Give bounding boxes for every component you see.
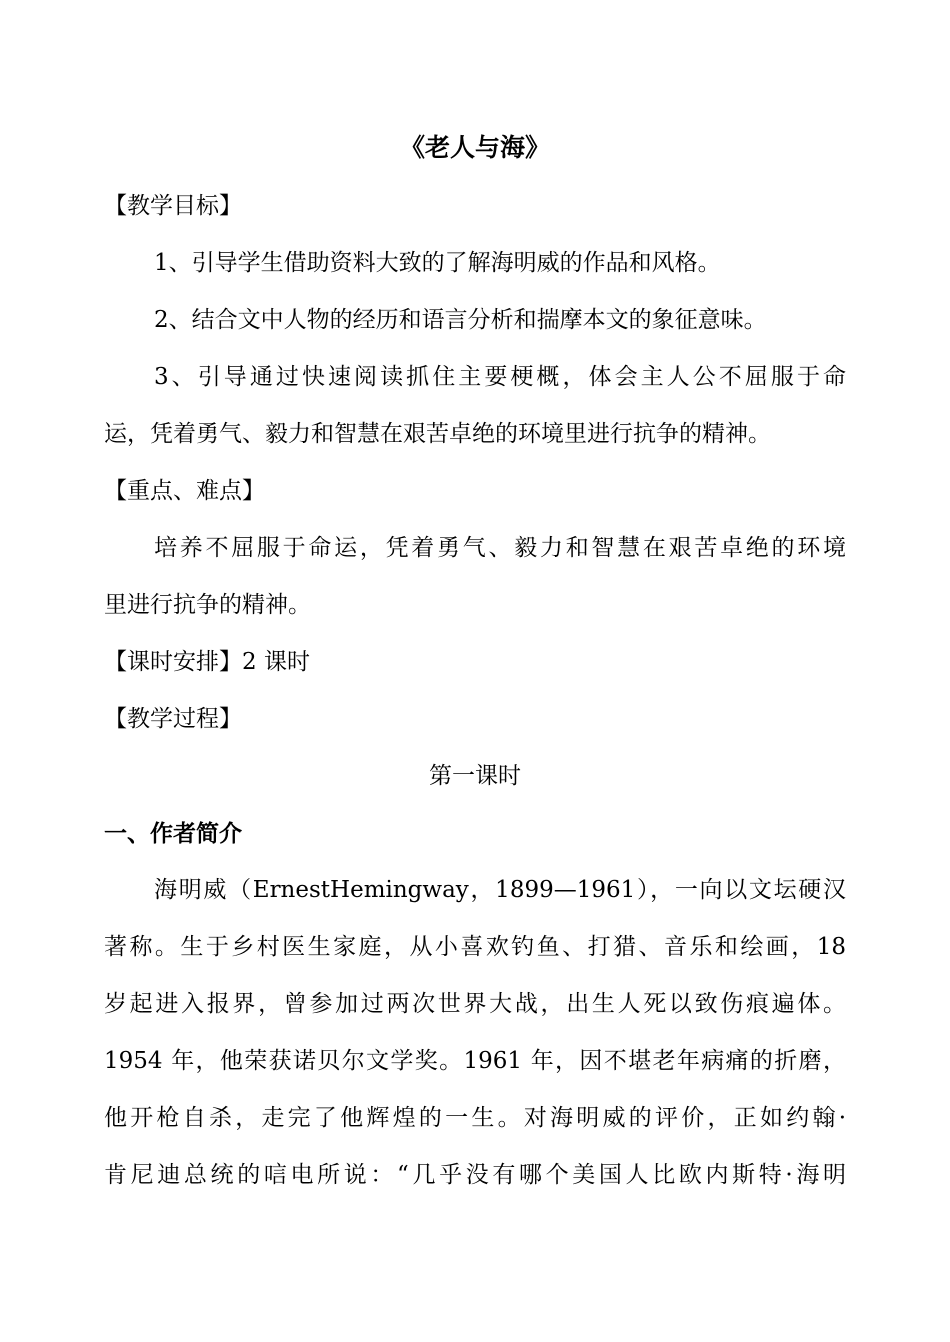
document-title: 《老人与海》: [399, 133, 550, 162]
bio-line: 1954 年，他荣获诺贝尔文学奖。1961 年，因不堪老年病痛的折磨，: [104, 1048, 846, 1074]
process-heading: 【教学过程】: [104, 706, 242, 732]
lesson-title: 第一课时: [429, 763, 521, 789]
document-page: [104, 118, 846, 1204]
bio-line: 他开枪自杀，走完了他辉煌的一生。对海明威的评价，正如约翰·: [104, 1105, 846, 1131]
key-points-heading: 【重点、难点】: [104, 478, 265, 504]
bio-line: 肯尼迪总统的唁电所说：“几乎没有哪个美国人比欧内斯特·海明: [104, 1162, 846, 1188]
goal-item-continuation: 运，凭着勇气、毅力和智慧在艰苦卓绝的环境里进行抗争的精神。: [104, 421, 771, 447]
section-heading: 一、作者简介: [104, 820, 242, 847]
goal-item: 2、结合文中人物的经历和语言分析和揣摩本文的象征意味。: [154, 307, 767, 333]
schedule-line: 【课时安排】2 课时: [104, 649, 310, 675]
bio-line: 海明威（ErnestHemingway，1899—1961），一向以文坛硬汉: [154, 877, 846, 903]
goals-heading: 【教学目标】: [104, 193, 242, 219]
goal-item: 1、引导学生借助资料大致的了解海明威的作品和风格。: [154, 250, 721, 276]
goal-item: 3、引导通过快速阅读抓住主要梗概，体会主人公不屈服于命: [154, 364, 846, 390]
bio-line: 岁起进入报界，曾参加过两次世界大战，出生人死以致伤痕遍体。: [104, 991, 846, 1017]
key-points-text: 培养不屈服于命运，凭着勇气、毅力和智慧在艰苦卓绝的环境: [154, 535, 846, 561]
bio-line: 著称。生于乡村医生家庭，从小喜欢钓鱼、打猎、音乐和绘画，18: [104, 934, 846, 960]
key-points-continuation: 里进行抗争的精神。: [104, 592, 311, 618]
